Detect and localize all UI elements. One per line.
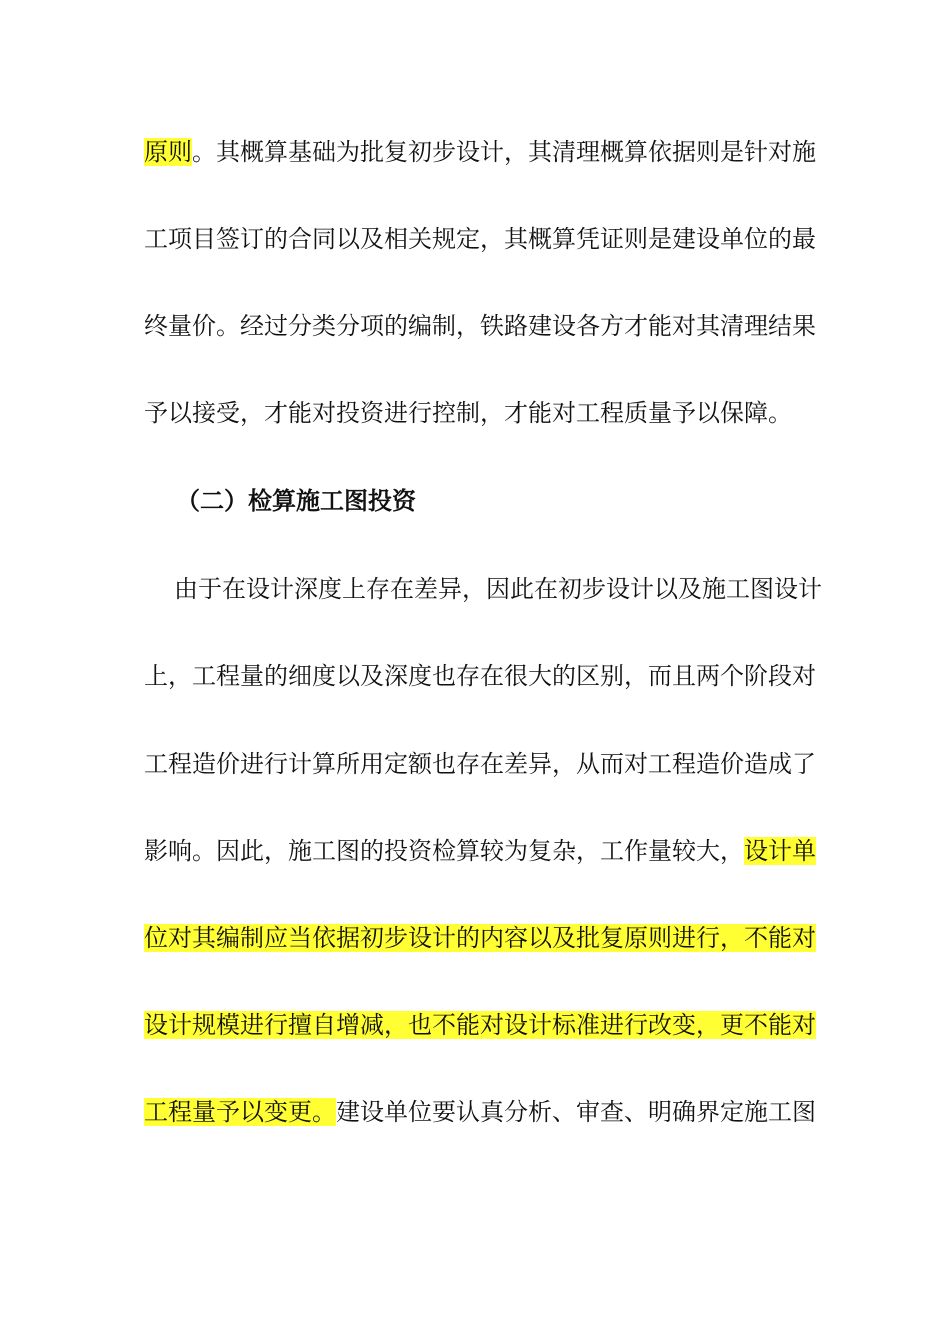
line-text: 影响。因此，施工图的投资检算较为复杂，工作量较大， bbox=[144, 837, 744, 865]
line-text: 上，工程量的细度以及深度也存在很大的区别，而且两个阶段对 bbox=[144, 662, 816, 690]
line-text: 终量价。经过分类分项的编制，铁路建设各方才能对其清理结果 bbox=[144, 312, 816, 340]
paragraph2-line-5 bbox=[144, 918, 816, 958]
paragraph-line-2 bbox=[144, 219, 816, 259]
paragraph2-line-3 bbox=[144, 744, 816, 784]
line-text: 。其概算基础为批复初步设计，其清理概算依据则是针对施 bbox=[192, 138, 816, 166]
highlighted-text: 位对其编制应当依据初步设计的内容以及批复原则进行，不能对 bbox=[144, 924, 816, 952]
paragraph2-line-1 bbox=[144, 569, 822, 609]
highlighted-text: 工程量予以变更。 bbox=[144, 1098, 336, 1126]
paragraph2-line-4 bbox=[144, 831, 816, 871]
highlighted-text: 原则 bbox=[144, 138, 192, 166]
paragraph2-line-2 bbox=[144, 656, 816, 696]
paragraph-line-3 bbox=[144, 306, 816, 346]
highlighted-text: 设计单 bbox=[744, 837, 816, 865]
line-text: 建设单位要认真分析、审查、明确界定施工图 bbox=[336, 1098, 816, 1126]
line-text: 由于在设计深度上存在差异，因此在初步设计以及施工图设计 bbox=[174, 575, 822, 603]
section-heading: （二）检算施工图投资 bbox=[176, 487, 416, 515]
line-text: 工程造价进行计算所用定额也存在差异，从而对工程造价造成了 bbox=[144, 750, 816, 778]
highlighted-text: 设计规模进行擅自增减，也不能对设计标准进行改变，更不能对 bbox=[144, 1011, 816, 1039]
paragraph-line-4 bbox=[144, 393, 808, 433]
paragraph2-line-6 bbox=[144, 1005, 816, 1045]
paragraph2-line-7 bbox=[144, 1092, 816, 1132]
line-text: 予以接受，才能对投资进行控制，才能对工程质量予以保障。 bbox=[144, 399, 792, 427]
line-text: 工项目签订的合同以及相关规定，其概算凭证则是建设单位的最 bbox=[144, 225, 816, 253]
paragraph-line-1 bbox=[144, 132, 816, 172]
